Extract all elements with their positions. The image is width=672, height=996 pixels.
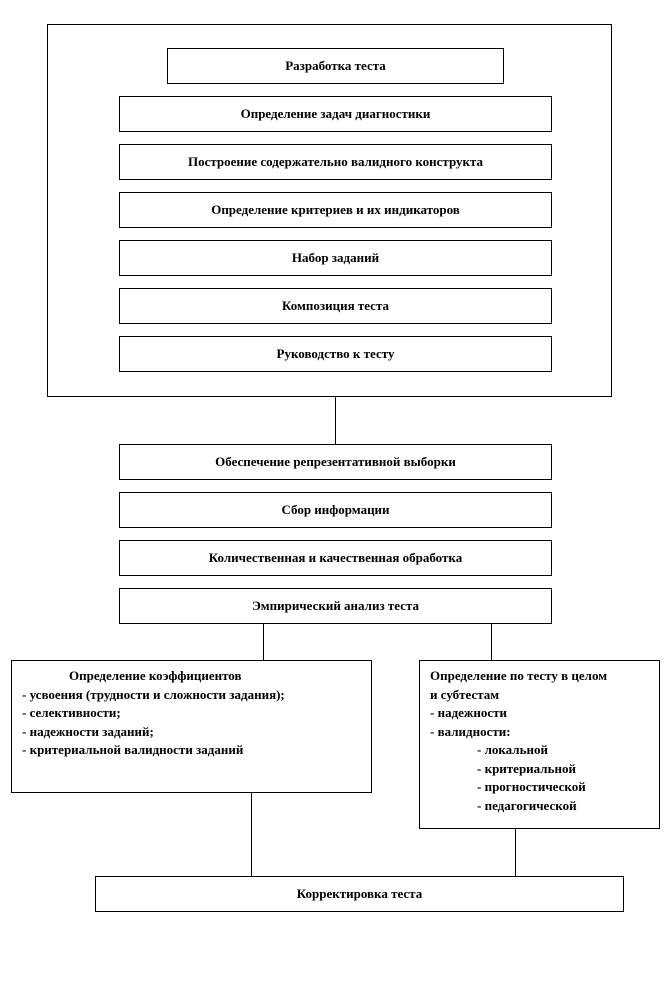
test-determination-item: - надежности <box>430 705 507 720</box>
validity-subitem: - критериальной <box>477 760 576 776</box>
empirical-step-label: Эмпирический анализ теста <box>251 598 420 613</box>
validity-subitem: - педагогической <box>477 797 577 813</box>
empirical-step-label: Количественная и качественная обработка <box>208 550 463 565</box>
dev-step-label: Набор заданий <box>291 250 380 265</box>
dev-step-box <box>119 96 552 132</box>
empirical-step-label: Обеспечение репрезентативной выборки <box>215 454 456 469</box>
connector-line <box>251 793 252 876</box>
development-title-box <box>167 48 504 84</box>
test-determination-title: Определение по тесту в целом <box>430 668 608 683</box>
dev-step-label: Построение содержательно валидного конструкта <box>187 154 484 169</box>
development-title: Разработка теста <box>285 58 386 73</box>
empirical-step-box <box>119 492 552 528</box>
connector-line <box>515 829 516 876</box>
dev-step-label: Определение задач диагностики <box>240 106 431 121</box>
connector-line <box>491 624 492 660</box>
dev-step-label: Руководство к тесту <box>276 346 395 361</box>
connector-line <box>335 397 336 444</box>
dev-step-label: Композиция теста <box>282 298 389 313</box>
dev-step-box <box>119 144 552 180</box>
coefficient-item: - селективности; <box>22 705 121 720</box>
coefficient-item: - усвоения (трудности и сложности задания); <box>22 686 285 702</box>
connector-line <box>263 624 264 660</box>
coefficient-item: - критериальной валидности заданий <box>22 742 244 757</box>
empirical-step-label: Сбор информации <box>281 502 390 517</box>
dev-step-box <box>119 240 552 276</box>
validity-subitem: - прогностической <box>477 779 586 794</box>
final-step-box <box>95 876 624 912</box>
test-determination-panel <box>419 660 660 829</box>
empirical-step-box <box>119 588 552 624</box>
test-determination-item: - валидности: <box>430 723 511 739</box>
coefficients-title: Определение коэффициентов <box>69 668 242 683</box>
dev-step-label: Определение критериев и их индикаторов <box>211 202 460 217</box>
dev-step-box <box>119 192 552 228</box>
empirical-step-box <box>119 540 552 576</box>
test-determination-title: и субтестам <box>430 686 500 702</box>
empirical-step-box <box>119 444 552 480</box>
dev-step-box <box>119 288 552 324</box>
validity-subitem: - локальной <box>477 742 548 757</box>
coefficients-panel <box>11 660 372 793</box>
final-step-label: Корректировка теста <box>296 886 423 901</box>
coefficient-item: - надежности заданий; <box>22 723 154 739</box>
dev-step-box <box>119 336 552 372</box>
